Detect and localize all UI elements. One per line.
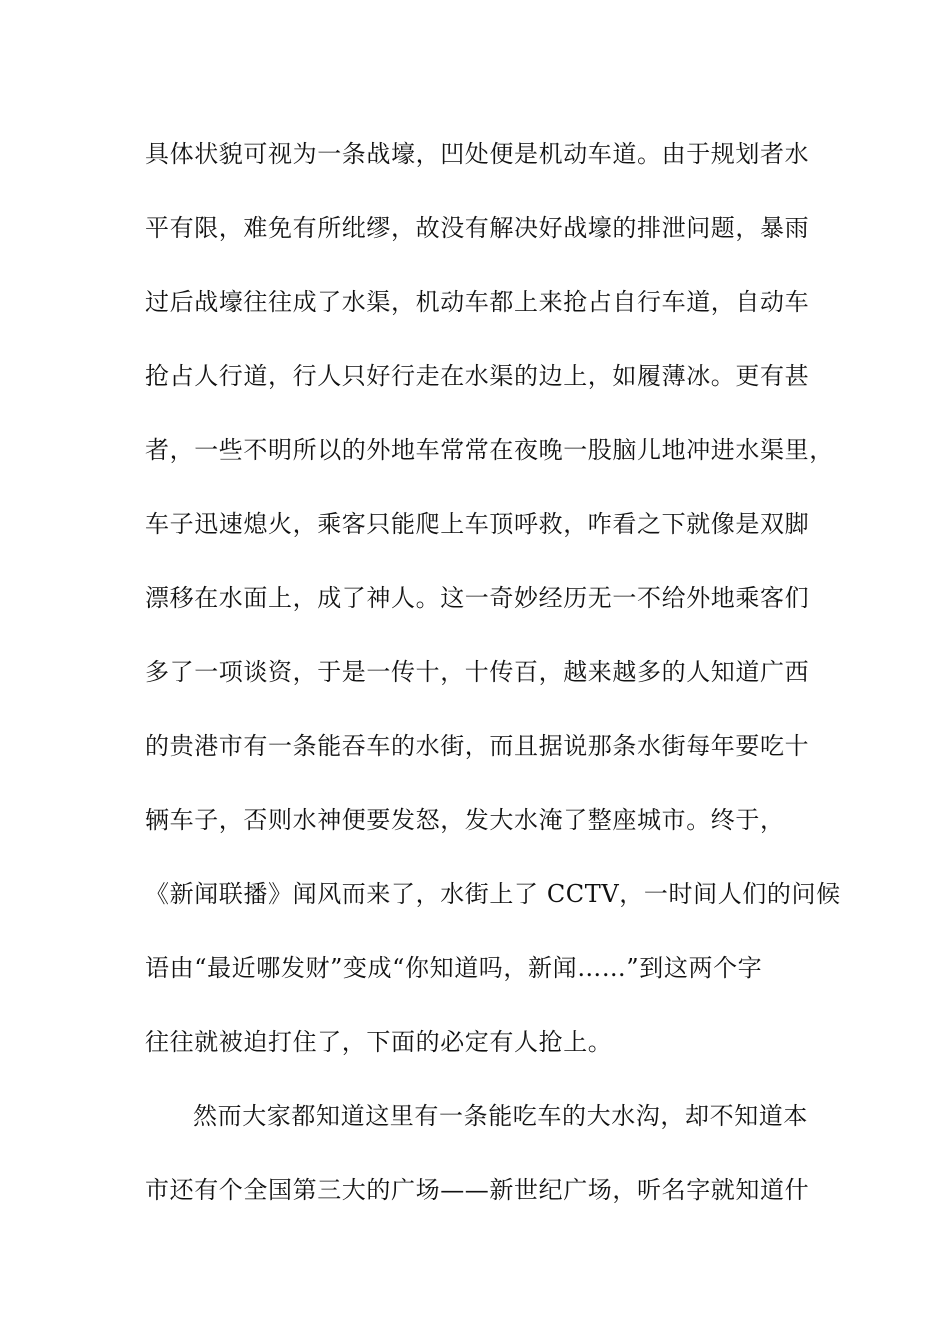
paragraph-1-line-1: 具体状貌可视为一条战壕，凹处便是机动车道。由于规划者水 bbox=[145, 140, 810, 168]
paragraph-1-line-5: 者，一些不明所以的外地车常常在夜晚一股脑儿地冲进水渠里， bbox=[145, 436, 834, 464]
paragraph-1-line-3: 过后战壕往往成了水渠，机动车都上来抢占自行车道，自动车 bbox=[145, 288, 810, 316]
paragraph-1-line-12: 语由“最近哪发财”变成“你知道吗，新闻……”到这两个字 bbox=[145, 954, 763, 982]
paragraph-2-line-1: 然而大家都知道这里有一条能吃车的大水沟，却不知道本 bbox=[193, 1102, 808, 1130]
paragraph-1-line-4: 抢占人行道，行人只好行走在水渠的边上，如履薄冰。更有甚 bbox=[145, 362, 810, 390]
paragraph-1-line-7: 漂移在水面上，成了神人。这一奇妙经历无一不给外地乘客们 bbox=[145, 584, 810, 612]
paragraph-1-line-8: 多了一项谈资，于是一传十，十传百，越来越多的人知道广西 bbox=[145, 658, 810, 686]
body-text bbox=[145, 128, 845, 1238]
paragraph-1-line-9: 的贵港市有一条能吞车的水街，而且据说那条水街每年要吃十 bbox=[145, 732, 810, 760]
paragraph-2-line-2: 市还有个全国第三大的广场——新世纪广场，听名字就知道什 bbox=[145, 1176, 810, 1204]
paragraph-1-line-2: 平有限，难免有所纰缪，故没有解决好战壕的排泄问题，暴雨 bbox=[145, 214, 810, 242]
paragraph-1-line-11: 《新闻联播》闻风而来了，水街上了 CCTV，一时间人们的问候 bbox=[145, 880, 841, 908]
paragraph-1-line-13: 往往就被迫打住了，下面的必定有人抢上。 bbox=[145, 1028, 613, 1056]
paragraph-1-line-6: 车子迅速熄火，乘客只能爬上车顶呼救，咋看之下就像是双脚 bbox=[145, 510, 810, 538]
paragraph-1-line-10: 辆车子，否则水神便要发怒，发大水淹了整座城市。终于， bbox=[145, 806, 785, 834]
